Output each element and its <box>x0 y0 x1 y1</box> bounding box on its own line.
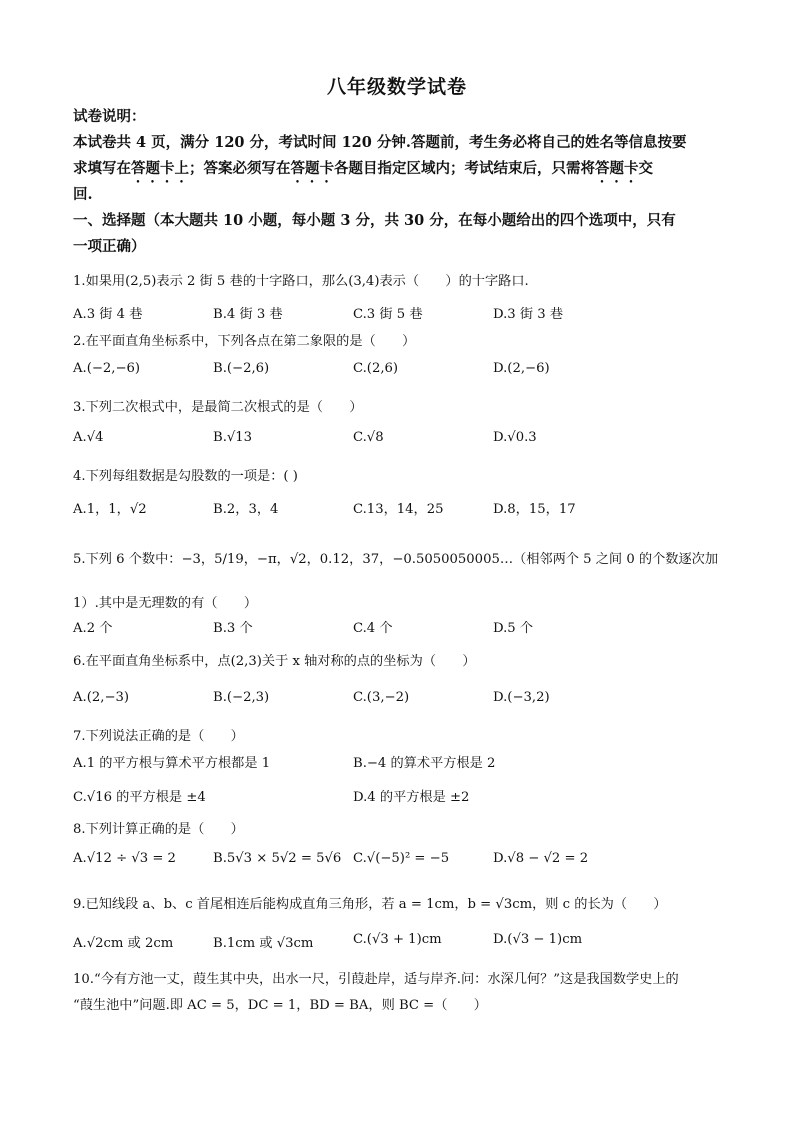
question-1-stem: 1.如果用(2,5)表示 2 街 5 巷的十字路口，那么(3,4)表示（ ）的十字路口. <box>73 274 529 289</box>
question-2-stem: 2.在平面直角坐标系中，下列各点在第二象限的是（ ） <box>73 334 416 349</box>
instructions-line-1: 本试卷共 4 页，满分 120 分，考试时间 120 分钟.答题前，考生务必将自己的姓名等信息按要 <box>73 134 687 151</box>
question-2-option-d: D.(2,−6) <box>493 361 550 376</box>
question-9-option-a: A.√2cm 或 2cm <box>73 936 174 951</box>
question-1-option-a: A.3 街 4 巷 <box>73 307 143 322</box>
question-4-stem: 4.下列每组数据是勾股数的一项是：( ) <box>73 469 298 484</box>
question-5-option-b: B.3 个 <box>213 621 253 636</box>
question-9-option-c: C.(√3 + 1)cm <box>353 932 442 947</box>
question-2-option-b: B.(−2,6) <box>213 361 270 376</box>
question-8-option-c: C.√(−5)² = −5 <box>353 851 450 866</box>
question-6-option-c: C.(3,−2) <box>353 690 410 705</box>
question-8-stem: 8.下列计算正确的是（ ） <box>73 822 244 837</box>
question-4-option-a: A.1，1，√2 <box>73 502 147 517</box>
question-7-stem: 7.下列说法正确的是（ ） <box>73 729 244 744</box>
instructions-line-3: 回. <box>73 186 93 203</box>
question-10-stem: 10.“今有方池一丈，葭生其中央，出水一尺，引葭赴岸，适与岸齐.问：水深几何？”这是我国数学史上的 <box>73 972 679 987</box>
question-4-option-d: D.8，15，17 <box>493 502 576 517</box>
question-3-stem: 3.下列二次根式中，是最简二次根式的是（ ） <box>73 400 363 415</box>
question-9-stem: 9.已知线段 a、b、c 首尾相连后能构成直角三角形，若 a = 1cm，b = √3cm，则 c 的长为（ ） <box>73 897 667 912</box>
question-10-stem-continued: “葭生池中”问题.即 AC = 5，DC = 1，BD = BA，则 BC =（ ） <box>73 998 487 1013</box>
instructions-heading: 试卷说明： <box>73 108 146 125</box>
question-7-option-b: B.−4 的算术平方根是 2 <box>353 756 496 771</box>
section-heading-line-1: 一、选择题（本大题共 10 小题，每小题 3 分，共 30 分，在每小题给出的四个选项中，只有 <box>73 212 676 229</box>
question-5-option-d: D.5 个 <box>493 621 534 636</box>
question-3-option-b: B.√13 <box>213 430 253 445</box>
question-6-option-b: B.(−2,3) <box>213 690 270 705</box>
question-5-stem: 5.下列 6 个数中：−3，5/19，−π，√2，0.12，37，−0.5050050005…（相邻两个 5 之间 0 的个数逐次加 <box>73 552 719 567</box>
question-4-option-b: B.2，3，4 <box>213 502 279 517</box>
question-5-option-a: A.2 个 <box>73 621 113 636</box>
section-heading-line-2: 一项正确） <box>73 238 146 255</box>
question-6-option-d: D.(−3,2) <box>493 690 550 705</box>
question-6-option-a: A.(2,−3) <box>73 690 130 705</box>
question-9-option-d: D.(√3 − 1)cm <box>493 932 583 947</box>
question-7-option-d: D.4 的平方根是 ±2 <box>353 790 470 805</box>
question-8-option-b: B.5√3 × 5√2 = 5√6 <box>213 851 342 866</box>
question-3-option-d: D.√0.3 <box>493 430 537 445</box>
question-3-option-c: C.√8 <box>353 430 384 445</box>
question-7-option-a: A.1 的平方根与算术平方根都是 1 <box>73 756 271 771</box>
question-2-option-c: C.(2,6) <box>353 361 399 376</box>
instructions-line-2: 求填写在答题卡上；答案必须写在答题卡各题目指定区域内；考试结束后，只需将答题卡交 <box>73 160 653 177</box>
question-2-option-a: A.(−2,−6) <box>73 361 141 376</box>
question-8-option-a: A.√12 ÷ √3 = 2 <box>73 851 176 866</box>
question-5-option-c: C.4 个 <box>353 621 393 636</box>
question-1-option-c: C.3 街 5 巷 <box>353 307 423 322</box>
question-8-option-d: D.√8 − √2 = 2 <box>493 851 589 866</box>
question-5-stem-continued: 1）.其中是无理数的有（ ） <box>73 596 258 611</box>
question-1-option-d: D.3 街 3 巷 <box>493 307 564 322</box>
question-9-option-b: B.1cm 或 √3cm <box>213 936 314 951</box>
question-3-option-a: A.√4 <box>73 430 104 445</box>
question-7-option-c: C.√16 的平方根是 ±4 <box>73 790 206 805</box>
question-6-stem: 6.在平面直角坐标系中，点(2,3)关于 x 轴对称的点的坐标为（ ） <box>73 654 476 669</box>
exam-title: 八年级数学试卷 <box>326 76 467 98</box>
question-1-option-b: B.4 街 3 巷 <box>213 307 283 322</box>
question-4-option-c: C.13，14，25 <box>353 502 444 517</box>
